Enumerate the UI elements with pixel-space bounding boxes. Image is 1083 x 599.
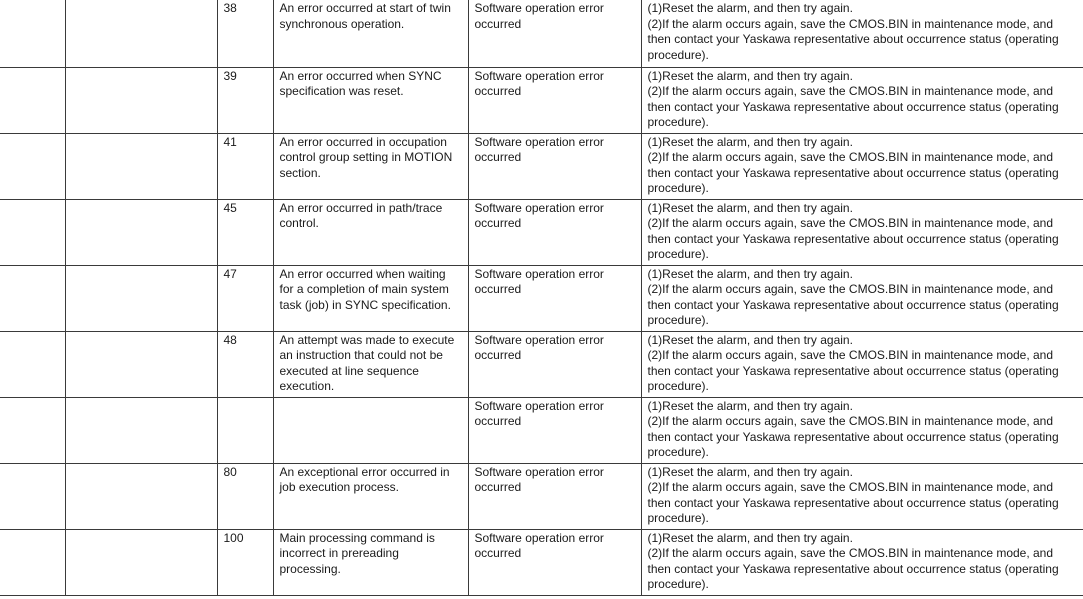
table-row <box>0 67 1083 133</box>
alarm-number-cell <box>0 331 65 397</box>
sub-code-cell: 39 <box>217 67 273 133</box>
cause-cell: Software operation error occurred <box>468 529 641 595</box>
sub-code-cell: 41 <box>217 133 273 199</box>
alarm-number-cell <box>0 265 65 331</box>
table-row <box>0 529 1083 595</box>
meaning-cell: An error occurred in path/trace control. <box>273 199 468 265</box>
remedy-cell <box>641 133 1083 199</box>
remedy-step-2: (2)If the alarm occurs again, save the CMOS.BIN in maintenance mode, and then contact your Yaskawa representative about occurrence status (operating procedure). <box>647 414 1059 459</box>
sub-code-cell: 47 <box>217 265 273 331</box>
remedy-step-2: (2)If the alarm occurs again, save the CMOS.BIN in maintenance mode, and then contact your Yaskawa representative about occurrence status (operating procedure). <box>647 16 1059 62</box>
cause-cell: Software operation error occurred <box>468 67 641 133</box>
meaning-cell: An error occurred at start of twin synchronous operation. <box>273 0 468 67</box>
remedy-step-2: (2)If the alarm occurs again, save the CMOS.BIN in maintenance mode, and then contact your Yaskawa representative about occurrence status (operating procedure). <box>647 216 1059 261</box>
cause-cell: Software operation error occurred <box>468 0 641 67</box>
alarm-number-cell <box>0 199 65 265</box>
meaning-cell: An error occurred when SYNC specification was reset. <box>273 67 468 133</box>
alarm-name-cell <box>65 463 217 529</box>
meaning-cell: An attempt was made to execute an instruction that could not be executed at line sequence execution. <box>273 331 468 397</box>
alarm-number-cell <box>0 67 65 133</box>
cause-cell: Software operation error occurred <box>468 397 641 463</box>
alarm-name-cell <box>65 265 217 331</box>
sub-code-cell: 38 <box>217 0 273 67</box>
meaning-cell <box>273 397 468 463</box>
table-row <box>0 265 1083 331</box>
meaning-cell: Main processing command is incorrect in prereading processing. <box>273 529 468 595</box>
remedy-step-2: (2)If the alarm occurs again, save the CMOS.BIN in maintenance mode, and then contact your Yaskawa representative about occurrence status (operating procedure). <box>647 282 1059 327</box>
alarm-number-cell <box>0 529 65 595</box>
table-row <box>0 397 1083 463</box>
remedy-step-2: (2)If the alarm occurs again, save the CMOS.BIN in maintenance mode, and then contact your Yaskawa representative about occurrence status (operating procedure). <box>647 84 1059 129</box>
remedy-step-1: (1)Reset the alarm, and then try again. <box>647 332 853 347</box>
remedy-cell <box>641 0 1083 67</box>
alarm-number-cell <box>0 133 65 199</box>
meaning-cell: An error occurred in occupation control group setting in MOTION section. <box>273 133 468 199</box>
meaning-cell: An error occurred when waiting for a completion of main system task (job) in SYNC specification. <box>273 265 468 331</box>
remedy-step-2: (2)If the alarm occurs again, save the CMOS.BIN in maintenance mode, and then contact your Yaskawa representative about occurrence status (operating procedure). <box>647 348 1059 393</box>
sub-code-cell <box>217 397 273 463</box>
remedy-step-1: (1)Reset the alarm, and then try again. <box>647 68 853 83</box>
sub-code-cell: 45 <box>217 199 273 265</box>
remedy-cell <box>641 397 1083 463</box>
alarm-name-cell <box>65 397 217 463</box>
sub-code-cell: 80 <box>217 463 273 529</box>
alarm-name-cell <box>65 199 217 265</box>
table-row <box>0 331 1083 397</box>
cause-cell: Software operation error occurred <box>468 463 641 529</box>
alarm-name-cell <box>65 331 217 397</box>
alarm-number-cell <box>0 463 65 529</box>
cause-cell: Software operation error occurred <box>468 199 641 265</box>
cause-cell: Software operation error occurred <box>468 331 641 397</box>
remedy-cell <box>641 529 1083 595</box>
cause-cell: Software operation error occurred <box>468 133 641 199</box>
alarm-name-cell <box>65 133 217 199</box>
remedy-cell <box>641 463 1083 529</box>
remedy-cell <box>641 331 1083 397</box>
table-row <box>0 0 1083 67</box>
remedy-step-2: (2)If the alarm occurs again, save the CMOS.BIN in maintenance mode, and then contact your Yaskawa representative about occurrence status (operating procedure). <box>647 546 1059 591</box>
remedy-step-1: (1)Reset the alarm, and then try again. <box>647 464 853 479</box>
remedy-cell <box>641 199 1083 265</box>
alarm-name-cell <box>65 529 217 595</box>
remedy-cell <box>641 265 1083 331</box>
remedy-step-1: (1)Reset the alarm, and then try again. <box>647 530 853 545</box>
alarm-name-cell <box>65 67 217 133</box>
meaning-cell: An exceptional error occurred in job execution process. <box>273 463 468 529</box>
alarm-name-cell <box>65 0 217 67</box>
sub-code-cell: 48 <box>217 331 273 397</box>
alarm-number-cell <box>0 397 65 463</box>
remedy-step-1: (1)Reset the alarm, and then try again. <box>647 134 853 149</box>
remedy-step-1: (1)Reset the alarm, and then try again. <box>647 1 853 15</box>
sub-code-cell: 100 <box>217 529 273 595</box>
remedy-step-1: (1)Reset the alarm, and then try again. <box>647 398 853 413</box>
remedy-step-2: (2)If the alarm occurs again, save the CMOS.BIN in maintenance mode, and then contact your Yaskawa representative about occurrence status (operating procedure). <box>647 150 1059 195</box>
table-row <box>0 199 1083 265</box>
remedy-step-1: (1)Reset the alarm, and then try again. <box>647 266 853 281</box>
table-row <box>0 133 1083 199</box>
remedy-step-1: (1)Reset the alarm, and then try again. <box>647 200 853 215</box>
cause-cell: Software operation error occurred <box>468 265 641 331</box>
table-row <box>0 463 1083 529</box>
remedy-step-2: (2)If the alarm occurs again, save the CMOS.BIN in maintenance mode, and then contact your Yaskawa representative about occurrence status (operating procedure). <box>647 480 1059 525</box>
remedy-cell <box>641 67 1083 133</box>
alarm-number-cell <box>0 0 65 67</box>
